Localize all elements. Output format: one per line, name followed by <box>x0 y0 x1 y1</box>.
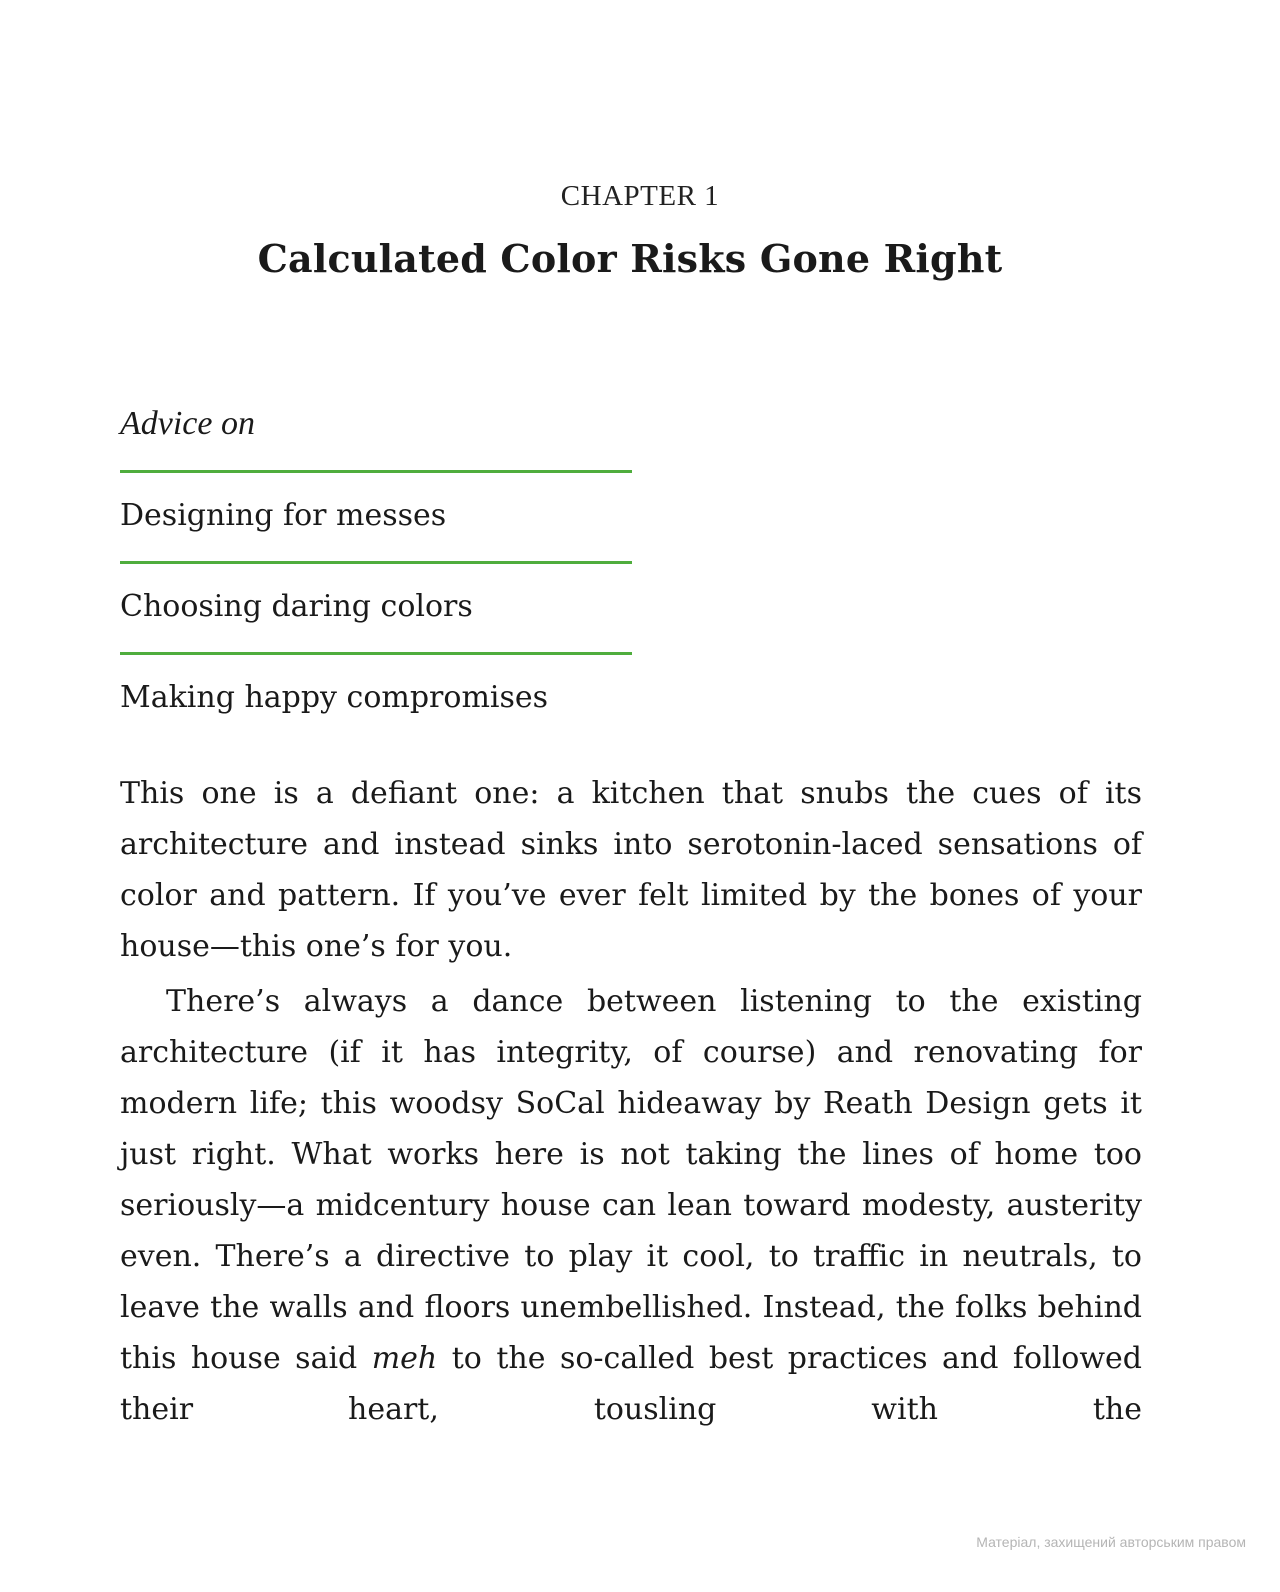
chapter-title: Calculated Color Risks Gone Right <box>257 236 1003 281</box>
advice-item: Designing for messes <box>120 473 632 564</box>
advice-box <box>120 400 632 743</box>
body-text <box>120 768 1142 1435</box>
advice-item: Making happy compromises <box>120 680 549 715</box>
emphasis-text: meh <box>371 1341 438 1376</box>
chapter-label: CHAPTER 1 <box>560 180 720 212</box>
copyright-watermark: Матеріал, захищений авторським правом <box>976 1534 1246 1550</box>
advice-heading: Advice on <box>120 400 632 473</box>
body-paragraph: This one is a defiant one: a kitchen that snubs the cues of its architecture and instead sinks into serotonin-laced sensations of color and pattern. If you’ve ever felt limited by the bones of your house—this one’s for you. <box>120 776 1142 964</box>
advice-list <box>120 473 632 743</box>
body-paragraph <box>120 976 1142 1435</box>
paragraph-text: There’s always a dance between listening to the existing architecture (if it has integrity, of course) and renovating for modern life; this woodsy SoCal hideaway by Reath Design gets it just right. What works here is not taking the lines of home too seriously—a midcentury house can lean toward modesty, austerity even. There’s a directive to play it cool, to traffic in neutrals, to leave the walls and floors unembellished. Instead, the folks behind this house said <box>120 984 1142 1376</box>
advice-item: Choosing daring colors <box>120 564 632 655</box>
paragraph-text: to the so-called best practices and followed their heart, tousling with the <box>120 1341 1142 1427</box>
